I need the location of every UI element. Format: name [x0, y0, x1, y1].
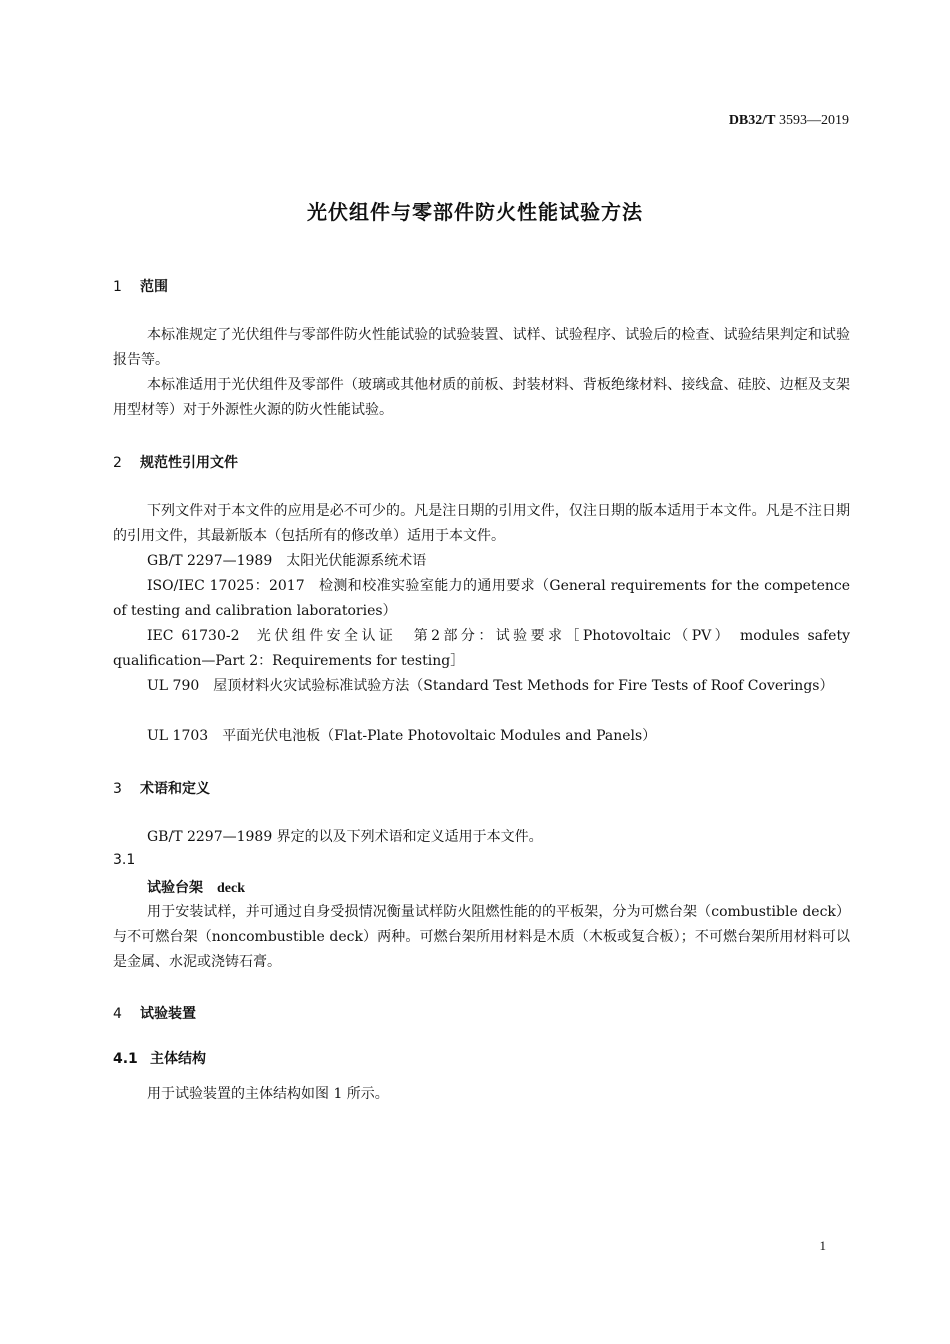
section-number: 1 [113, 279, 122, 295]
references-intro: 下列文件对于本文件的应用是必不可少的。凡是注日期的引用文件，仅注日期的版本适用于本文件。凡是不注日期的引用文件，其最新版本（包括所有的修改单）适用于本文件。 [113, 503, 850, 544]
term-number: 3.1 [113, 852, 136, 868]
term-name-en: deck [217, 881, 245, 896]
reference-code: IEC 61730-2 [147, 628, 240, 644]
section-title: 规范性引用文件 [140, 455, 238, 471]
reference-code: ISO/IEC 17025：2017 [147, 578, 305, 594]
standard-prefix: DB32/T [728, 113, 776, 128]
section-4-heading [113, 1003, 196, 1023]
reference-title: 平面光伏电池板（Flat-Plate Photovoltaic Modules and Panels） [222, 728, 657, 744]
reference-item [113, 624, 850, 674]
standard-number [0, 113, 849, 129]
terms-intro: GB/T 2297—1989 界定的以及下列术语和定义适用于本文件。 [147, 829, 543, 845]
reference-item [113, 724, 850, 749]
scope-paragraph-2: 本标准适用于光伏组件及零部件（玻璃或其他材质的前板、封装材料、背板绝缘材料、接线盒、硅胶、边框及支架用型材等）对于外源性火源的防火性能试验。 [113, 377, 850, 418]
section-title: 范围 [140, 279, 168, 295]
subsection-number: 4.1 [113, 1051, 138, 1067]
reference-code: GB/T 2297—1989 [147, 553, 273, 569]
subsection-4-1-heading [113, 1048, 206, 1068]
document-title: 光伏组件与零部件防火性能试验方法 [307, 200, 643, 224]
reference-item [113, 574, 850, 624]
term-name-zh: 试验台架 [147, 880, 203, 896]
section-2-heading [113, 452, 238, 472]
reference-item [113, 674, 850, 699]
reference-title: 光伏组件安全认证 第2部分：试验要求［Photovoltaic（PV） modules safety qualification—Part 2：Requirements for testing］ [113, 628, 850, 669]
section-number: 2 [113, 455, 122, 471]
reference-code: UL 1703 [147, 728, 209, 744]
section-number: 4 [113, 1006, 122, 1022]
reference-title: 太阳光伏能源系统术语 [286, 553, 427, 569]
reference-item [113, 549, 850, 574]
subsection-title: 主体结构 [150, 1051, 206, 1067]
section-number: 3 [113, 781, 122, 797]
section-title: 试验装置 [140, 1006, 196, 1022]
section-3-heading [113, 778, 210, 798]
term-definition: 用于安装试样，并可通过自身受损情况衡量试样防火阻燃性能的的平板架，分为可燃台架（combustible deck）与不可燃台架（noncombustible deck）两种。可燃台架所用材料是木质（木板或复合板）；不可燃台架所用材料可以是金属、水泥或浇铸石膏。 [113, 904, 850, 970]
term-heading [147, 877, 245, 897]
reference-title: 屋顶材料火灾试验标准试验方法（Standard Test Methods for Fire Tests of Roof Coverings） [213, 678, 834, 694]
main-structure-text: 用于试验装置的主体结构如图 1 所示。 [147, 1086, 389, 1102]
section-title: 术语和定义 [140, 781, 210, 797]
reference-title: 检测和校准实验室能力的通用要求（General requirements for the competence of testing and calibration laboratories） [113, 578, 850, 619]
page-number: 1 [819, 1238, 826, 1253]
scope-paragraph-1: 本标准规定了光伏组件与零部件防火性能试验的试验装置、试样、试验程序、试验后的检查、试验结果判定和试验报告等。 [113, 327, 850, 368]
standard-code: 3593—2019 [779, 113, 849, 128]
reference-code: UL 790 [147, 678, 200, 694]
section-1-heading [113, 276, 168, 296]
